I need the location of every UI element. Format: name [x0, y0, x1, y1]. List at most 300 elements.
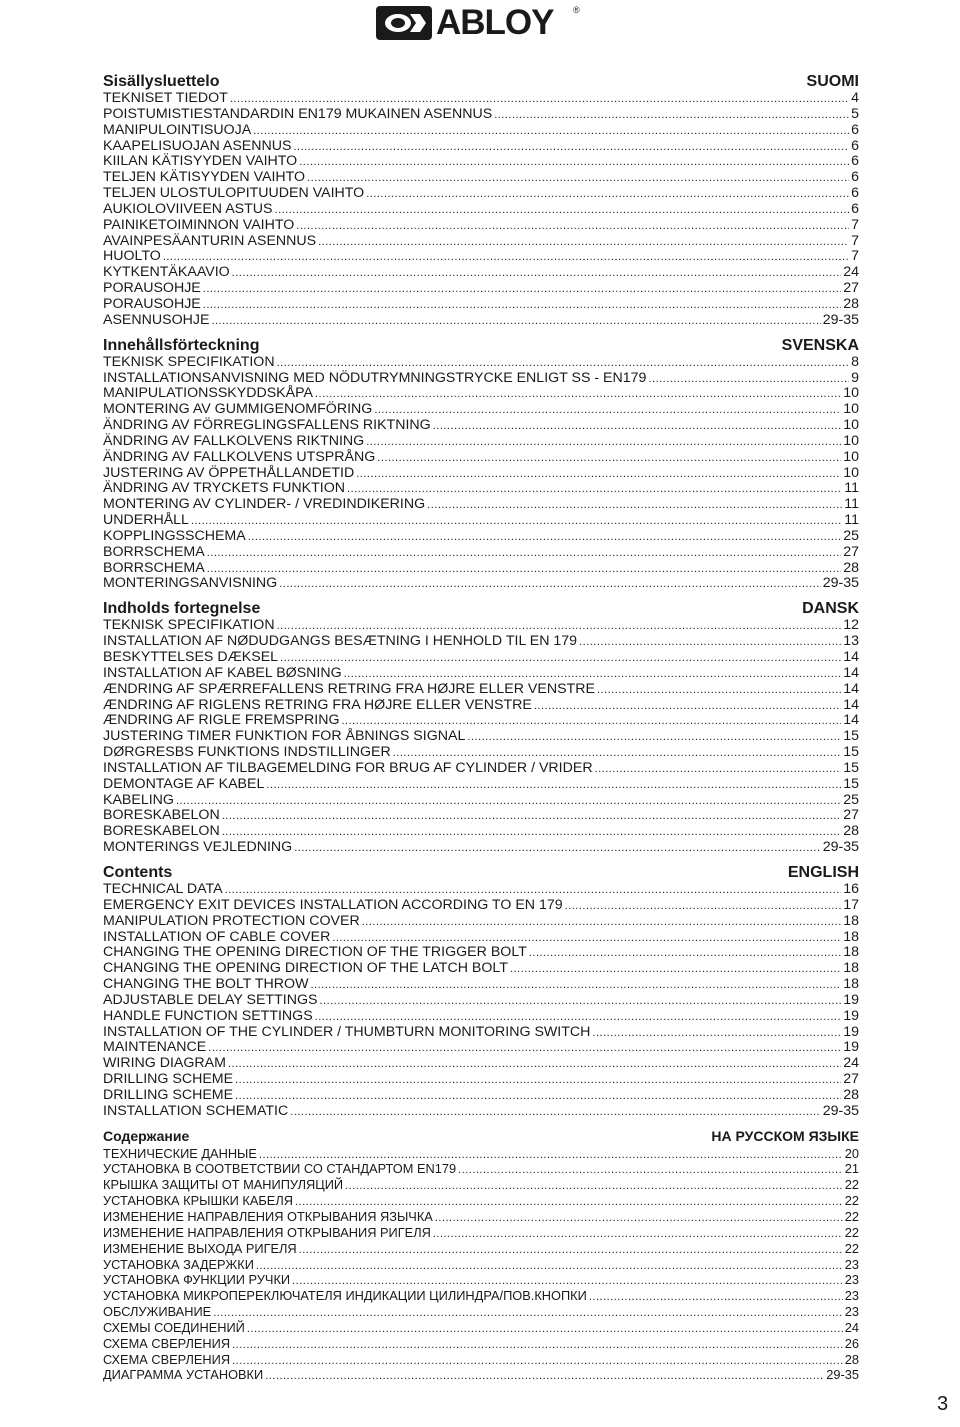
toc-entry — [103, 170, 859, 186]
entry-title: ASENNUSOHJE — [103, 311, 210, 328]
brand-name: ABLOY — [436, 3, 554, 42]
entry-page: 23 — [844, 1288, 859, 1304]
toc-entry — [103, 529, 859, 545]
toc-entry — [103, 154, 859, 170]
toc-entry — [103, 1040, 859, 1056]
entry-page: 22 — [844, 1224, 859, 1240]
dot-leader — [467, 730, 841, 746]
entry-title: KABELING — [103, 791, 174, 808]
entry-title: KOPPLINGSSCHEMA — [103, 527, 246, 544]
section-heading — [103, 72, 859, 91]
entry-title: MONTERING AV GUMMIGENOMFÖRING — [103, 401, 373, 418]
entry-title: DEMONTAGE AF KABEL — [103, 775, 265, 792]
dot-leader — [275, 203, 850, 219]
dot-leader — [191, 514, 842, 530]
entry-title: DØRGRESBS FUNKTIONS INDSTILLINGER — [103, 744, 391, 761]
toc-entry — [103, 1241, 859, 1257]
entry-title: BORRSCHEMA — [103, 559, 205, 576]
toc-entry — [103, 418, 859, 434]
toc-entry — [103, 1104, 859, 1120]
entry-page: 17 — [843, 896, 859, 913]
entry-page: 28 — [843, 1086, 859, 1103]
toc-entry — [103, 545, 859, 561]
toc-entry — [103, 1257, 859, 1273]
section-language: DANSK — [802, 600, 859, 618]
entry-title: ÄNDRING AV FALLKOLVENS UTSPRÅNG — [103, 448, 376, 465]
entry-title: ÆNDRING AF RIGLE FREMSPRING — [103, 712, 340, 729]
section-title: Innehållsförteckning — [103, 336, 260, 354]
entry-title: CHANGING THE OPENING DIRECTION OF THE TRIGGER BOLT — [103, 944, 527, 961]
toc-entry — [103, 123, 859, 139]
toc-entry — [103, 1056, 859, 1072]
dot-leader — [235, 1073, 841, 1089]
toc-entry — [103, 666, 859, 682]
entry-page: 29-35 — [822, 311, 859, 328]
dot-leader — [345, 1179, 843, 1195]
entry-title: ДИАГРАММА УСТАНОВКИ — [103, 1367, 264, 1383]
toc-entry — [103, 745, 859, 761]
entry-page: 14 — [843, 649, 859, 665]
section-gap — [103, 1120, 859, 1127]
entry-title: INSTALLATION AF NØDUDGANGS BESÆTNING I HENHOLD TIL EN 179 — [103, 633, 578, 650]
entry-page: 28 — [843, 823, 859, 840]
dot-leader — [592, 1026, 841, 1042]
entry-title: ИЗМЕНЕНИЕ ВЫХОДА РИГЕЛЯ — [103, 1240, 297, 1256]
dot-leader — [579, 635, 841, 651]
entry-title: MONTERINGS VEJLEDNING — [103, 839, 293, 856]
entry-page: 19 — [843, 1039, 859, 1056]
entry-title: CHANGING THE OPENING DIRECTION OF THE LATCH BOLT — [103, 960, 508, 977]
dot-leader — [248, 530, 842, 546]
entry-page: 11 — [844, 496, 859, 513]
entry-page: 23 — [844, 1272, 859, 1288]
entry-page: 10 — [843, 448, 859, 465]
entry-page: 6 — [851, 169, 859, 186]
dot-leader — [211, 314, 820, 330]
entry-page: 25 — [843, 527, 859, 544]
dot-leader — [176, 794, 841, 810]
entry-title: KIILAN KÄTISYYDEN VAIHTO — [103, 153, 298, 170]
entry-page: 19 — [843, 1023, 859, 1040]
entry-title: AUKIOLOVIIVEEN ASTUS — [103, 200, 273, 217]
entry-page: 29-35 — [826, 1367, 859, 1383]
entry-title: ИЗМЕНЕНИЕ НАПРАВЛЕНИЯ ОТКРЫВАНИЯ ЯЗЫЧКА — [103, 1209, 433, 1224]
page-number: 3 — [937, 1393, 949, 1415]
entry-title: СХЕМА СВЕРЛЕНИЯ — [103, 1351, 231, 1367]
dot-leader — [296, 219, 849, 235]
dot-leader — [307, 171, 849, 187]
toc-entry — [103, 91, 859, 107]
section-title: Indholds fortegnelse — [103, 600, 261, 618]
entry-title: MANIPULATION PROTECTION COVER — [103, 912, 360, 929]
toc-entry — [103, 1304, 859, 1320]
entry-page: 18 — [843, 928, 859, 945]
toc-entry — [103, 186, 859, 202]
entry-page: 19 — [843, 991, 859, 1008]
entry-page: 12 — [843, 617, 859, 634]
entry-title: ÄNDRING AV FÖRREGLINGSFALLENS RIKTNING — [103, 417, 431, 434]
entry-page: 28 — [843, 559, 859, 576]
toc-entry — [103, 265, 859, 281]
toc-entry — [103, 793, 859, 809]
toc-entry — [103, 634, 859, 650]
dot-leader — [510, 962, 841, 978]
entry-page: 7 — [851, 216, 859, 233]
toc-entry — [103, 139, 859, 155]
dot-leader — [163, 250, 849, 266]
entry-title: BORRSCHEMA — [103, 543, 205, 560]
entry-page: 10 — [843, 385, 859, 402]
entry-title: TELJEN KÄTISYYDEN VAIHTO — [103, 169, 306, 186]
entry-page: 6 — [851, 153, 859, 170]
entry-page: 13 — [843, 633, 859, 650]
entry-title: MANIPULOINTISUOJA — [103, 121, 252, 138]
entry-page: 19 — [843, 1007, 859, 1024]
toc-entry — [103, 777, 859, 793]
table-of-contents — [103, 72, 859, 1383]
entry-page: 28 — [844, 1351, 859, 1367]
toc-entry — [103, 386, 859, 402]
entry-title: POISTUMISTIESTANDARDIN EN179 MUKAINEN ASENNUS — [103, 105, 493, 122]
entry-page: 21 — [844, 1161, 859, 1177]
entry-title: MONTERING AV CYLINDER- / VREDINDIKERING — [103, 496, 426, 513]
toc-entry — [103, 650, 859, 666]
entry-title: УСТАНОВКА МИКРОПЕРЕКЛЮЧАТЕЛЯ ИНДИКАЦИИ ЦИЛИНДРА/ПОВ.КНОПКИ — [103, 1288, 587, 1304]
entry-page: 29-35 — [822, 1102, 859, 1119]
entry-title: TECHNICAL DATA — [103, 880, 223, 897]
dot-leader — [207, 546, 842, 562]
dot-leader — [235, 1089, 841, 1105]
entry-page: 14 — [843, 664, 859, 681]
toc-entry — [103, 1009, 859, 1025]
toc-entry — [103, 682, 859, 698]
entry-page: 18 — [843, 976, 859, 993]
toc-entry — [103, 930, 859, 946]
dot-leader — [222, 809, 842, 825]
entry-title: PAINIKETOIMINNON VAIHTO — [103, 216, 295, 233]
toc-entry — [103, 1272, 859, 1288]
toc-entry — [103, 202, 859, 218]
dot-leader — [228, 1057, 841, 1073]
entry-title: INSTALLATION SCHEMATIC — [103, 1102, 289, 1119]
toc-entry — [103, 576, 859, 592]
entry-title: KAAPELISUOJAN ASENNUS — [103, 137, 292, 154]
entry-page: 27 — [843, 1071, 859, 1088]
toc-entry — [103, 313, 859, 329]
entry-page: 4 — [851, 90, 859, 106]
entry-page: 11 — [844, 512, 859, 529]
toc-entry — [103, 882, 859, 898]
section-language: ENGLISH — [787, 863, 859, 881]
entry-title: КРЫШКА ЗАЩИТЫ ОТ МАНИПУЛЯЦИЙ — [103, 1177, 344, 1193]
entry-title: СХЕМЫ СОЕДИНЕНИЙ — [103, 1319, 245, 1335]
section-language: SUOMI — [806, 73, 859, 90]
entry-page: 25 — [843, 791, 859, 808]
toc-entry — [103, 234, 859, 250]
toc-section — [103, 599, 859, 856]
entry-title: AVAINPESÄANTURIN ASENNUS — [103, 232, 317, 249]
dot-leader — [597, 683, 841, 699]
entry-title: INSTALLATIONSANVISNING MED NÖDUTRYMNINGSTRYCKE ENLIGT SS - EN179 — [103, 369, 647, 386]
dot-leader — [253, 124, 849, 140]
registered-mark: ® — [573, 5, 580, 15]
entry-page: 6 — [851, 200, 859, 217]
dot-leader — [458, 1163, 843, 1179]
dot-leader — [427, 498, 842, 514]
entry-title: BORESKABELON — [103, 807, 220, 824]
entry-page: 10 — [843, 432, 859, 449]
entry-title: DRILLING SCHEME — [103, 1086, 234, 1103]
entry-page: 22 — [844, 1240, 859, 1256]
dot-leader — [319, 994, 841, 1010]
entry-title: ÆNDRING AF RIGLENS RETRING FRA HØJRE ELLER VENSTRE — [103, 696, 532, 713]
entry-title: TEKNISK SPECIFIKATION — [103, 353, 275, 370]
entry-title: WIRING DIAGRAM — [103, 1055, 226, 1072]
entry-page: 14 — [843, 696, 859, 713]
section-title: Sisällysluettelo — [103, 73, 220, 90]
entry-title: JUSTERING AV ÖPPETHÅLLANDETID — [103, 464, 355, 481]
dot-leader — [648, 372, 849, 388]
entry-title: DRILLING SCHEME — [103, 1071, 234, 1088]
toc-entry — [103, 1025, 859, 1041]
dot-leader — [435, 1211, 843, 1227]
entry-title: ÆNDRING AF SPÆRREFALLENS RETRING FRA HØJRE ELLER VENSTRE — [103, 680, 595, 697]
entry-title: MANIPULATIONSSKYDDSKÅPA — [103, 385, 313, 402]
abloy-emblem-icon — [376, 6, 432, 40]
entry-title: ÄNDRING AV TRYCKETS FUNKTION — [103, 480, 346, 497]
entry-title: УСТАНОВКА В СООТВЕТСТВИИ СО СТАНДАРТОМ EN179 — [103, 1161, 457, 1177]
entry-page: 14 — [843, 680, 859, 697]
toc-entry — [103, 898, 859, 914]
entry-title: УСТАНОВКА ФУНКЦИИ РУЧКИ — [103, 1272, 291, 1288]
dot-leader — [290, 1105, 820, 1121]
section-language: НА РУССКОМ ЯЗЫКЕ — [711, 1127, 859, 1144]
entry-title: BESKYTTELSES DÆKSEL — [103, 649, 279, 665]
entry-title: MAINTENANCE — [103, 1039, 207, 1056]
entry-title: ÄNDRING AV FALLKOLVENS RIKTNING — [103, 432, 365, 449]
entry-title: HANDLE FUNCTION SETTINGS — [103, 1007, 313, 1024]
section-heading — [103, 336, 859, 355]
toc-entry — [103, 1352, 859, 1368]
entry-title: УСТАНОВКА ЗАДЕРЖКИ — [103, 1256, 254, 1272]
dot-leader — [203, 282, 841, 298]
dot-leader — [280, 651, 841, 667]
entry-page: 15 — [843, 775, 859, 792]
dot-leader — [213, 1306, 843, 1322]
toc-entry — [103, 434, 859, 450]
dot-leader — [310, 978, 841, 994]
toc-entry — [103, 977, 859, 993]
toc-entry — [103, 218, 859, 234]
entry-title: INSTALLATION AF KABEL BØSNING — [103, 664, 342, 681]
dot-leader — [266, 778, 841, 794]
toc-entry — [103, 945, 859, 961]
toc-entry — [103, 561, 859, 577]
toc-entry — [103, 402, 859, 418]
toc-entry — [103, 914, 859, 930]
toc-section — [103, 72, 859, 329]
toc-entry — [103, 713, 859, 729]
dot-leader — [534, 699, 841, 715]
entry-page: 20 — [844, 1145, 859, 1161]
toc-entry — [103, 1367, 859, 1383]
section-heading — [103, 863, 859, 882]
toc-entry — [103, 1088, 859, 1104]
entry-page: 6 — [851, 185, 859, 202]
entry-page: 10 — [843, 464, 859, 481]
entry-title: TEKNISET TIEDOT — [103, 90, 228, 106]
toc-entry — [103, 808, 859, 824]
entry-page: 27 — [843, 280, 859, 297]
entry-title: УСТАНОВКА КРЫШКИ КАБЕЛЯ — [103, 1193, 293, 1209]
entry-page: 6 — [851, 121, 859, 138]
toc-entry — [103, 297, 859, 313]
entry-title: CHANGING THE BOLT THROW — [103, 976, 309, 993]
toc-entry — [103, 249, 859, 265]
dot-leader — [362, 915, 842, 931]
toc-entry — [103, 1161, 859, 1177]
toc-section — [103, 863, 859, 1120]
toc-entry — [103, 1209, 859, 1225]
dot-leader — [366, 435, 841, 451]
entry-page: 29-35 — [822, 839, 859, 856]
entry-page: 23 — [844, 1304, 859, 1320]
entry-page: 23 — [844, 1256, 859, 1272]
entry-page: 27 — [843, 543, 859, 560]
entry-title: HUOLTO — [103, 248, 161, 265]
dot-leader — [299, 155, 849, 171]
toc-section — [103, 336, 859, 593]
entry-title: KYTKENTÄKAAVIO — [103, 264, 230, 281]
dot-leader — [279, 577, 820, 593]
entry-title: TELJEN ULOSTULOPITUUDEN VAIHTO — [103, 185, 365, 202]
dot-leader — [374, 403, 841, 419]
entry-title: INSTALLATION OF CABLE COVER — [103, 928, 331, 945]
toc-entry — [103, 1320, 859, 1336]
dot-leader — [315, 387, 841, 403]
section-gap — [103, 329, 859, 336]
toc-section — [103, 1127, 859, 1384]
toc-entry — [103, 698, 859, 714]
entry-title: ADJUSTABLE DELAY SETTINGS — [103, 991, 318, 1008]
toc-entry — [103, 371, 859, 387]
entry-page: 16 — [843, 880, 859, 897]
dot-leader — [247, 1322, 843, 1338]
entry-page: 15 — [843, 759, 859, 776]
dot-leader — [494, 108, 849, 124]
entry-page: 22 — [844, 1177, 859, 1193]
entry-title: ИЗМЕНЕНИЕ НАПРАВЛЕНИЯ ОТКРЫВАНИЯ РИГЕЛЯ — [103, 1224, 431, 1240]
entry-title: PORAUSOHJE — [103, 295, 201, 312]
entry-page: 11 — [844, 480, 859, 497]
dot-leader — [299, 1243, 843, 1259]
section-language: SVENSKA — [781, 336, 859, 354]
toc-entry — [103, 840, 859, 856]
toc-entry — [103, 450, 859, 466]
entry-page: 7 — [851, 248, 859, 265]
dot-leader — [208, 1041, 841, 1057]
entry-page: 14 — [843, 712, 859, 729]
entry-title: СХЕМА СВЕРЛЕНИЯ — [103, 1335, 231, 1351]
dot-leader — [377, 451, 841, 467]
toc-entry — [103, 961, 859, 977]
toc-entry — [103, 729, 859, 745]
dot-leader — [318, 235, 849, 251]
entry-title: ОБСЛУЖИВАНИЕ — [103, 1304, 212, 1320]
section-gap — [103, 592, 859, 599]
dot-leader — [256, 1259, 843, 1275]
dot-leader — [589, 1290, 843, 1306]
entry-title: TEKNISK SPECIFIKATION — [103, 617, 275, 634]
dot-leader — [366, 187, 849, 203]
toc-entry — [103, 1146, 859, 1162]
toc-entry — [103, 1336, 859, 1352]
toc-entry — [103, 1072, 859, 1088]
section-title: Содержание — [103, 1127, 190, 1144]
toc-entry — [103, 1177, 859, 1193]
entry-page: 9 — [851, 369, 859, 386]
entry-title: ТЕХНИЧЕСКИЕ ДАННЫЕ — [103, 1145, 257, 1161]
dot-leader — [433, 419, 842, 435]
toc-entry — [103, 824, 859, 840]
dot-leader — [293, 140, 849, 156]
toc-entry — [103, 497, 859, 513]
entry-page: 24 — [843, 1055, 859, 1072]
dot-leader — [265, 1369, 824, 1385]
dot-leader — [203, 298, 841, 314]
section-heading — [103, 599, 859, 618]
entry-page: 8 — [851, 353, 859, 370]
entry-page: 15 — [843, 744, 859, 761]
entry-page: 27 — [843, 807, 859, 824]
entry-title: JUSTERING TIMER FUNKTION FOR ÅBNINGS SIGNAL — [103, 728, 466, 745]
toc-entry — [103, 1288, 859, 1304]
entry-page: 28 — [843, 295, 859, 312]
entry-page: 18 — [843, 912, 859, 929]
toc-entry — [103, 481, 859, 497]
dot-leader — [232, 266, 842, 282]
entry-page: 24 — [843, 264, 859, 281]
entry-page: 18 — [843, 960, 859, 977]
dot-leader — [232, 1338, 843, 1354]
entry-page: 10 — [843, 401, 859, 418]
entry-title: INSTALLATION OF THE CYLINDER / THUMBTURN MONITORING SWITCH — [103, 1023, 591, 1040]
dot-leader — [356, 467, 841, 483]
entry-page: 15 — [843, 728, 859, 745]
toc-entry — [103, 513, 859, 529]
entry-title: EMERGENCY EXIT DEVICES INSTALLATION ACCORDING TO EN 179 — [103, 896, 563, 913]
dot-leader — [565, 899, 842, 915]
toc-entry — [103, 281, 859, 297]
toc-entry — [103, 618, 859, 634]
section-gap — [103, 856, 859, 863]
dot-leader — [232, 1354, 843, 1370]
toc-entry — [103, 993, 859, 1009]
entry-title: INSTALLATION AF TILBAGEMELDING FOR BRUG AF CYLINDER / VRIDER — [103, 759, 593, 776]
entry-page: 5 — [851, 105, 859, 122]
toc-entry — [103, 761, 859, 777]
toc-entry — [103, 1225, 859, 1241]
section-heading — [103, 1127, 859, 1146]
entry-page: 10 — [843, 417, 859, 434]
toc-entry — [103, 1193, 859, 1209]
entry-page: 26 — [844, 1335, 859, 1351]
entry-title: PORAUSOHJE — [103, 280, 201, 297]
toc-entry — [103, 107, 859, 123]
dot-leader — [433, 1227, 843, 1243]
entry-page: 6 — [851, 137, 859, 154]
entry-title: UNDERHÅLL — [103, 512, 189, 529]
